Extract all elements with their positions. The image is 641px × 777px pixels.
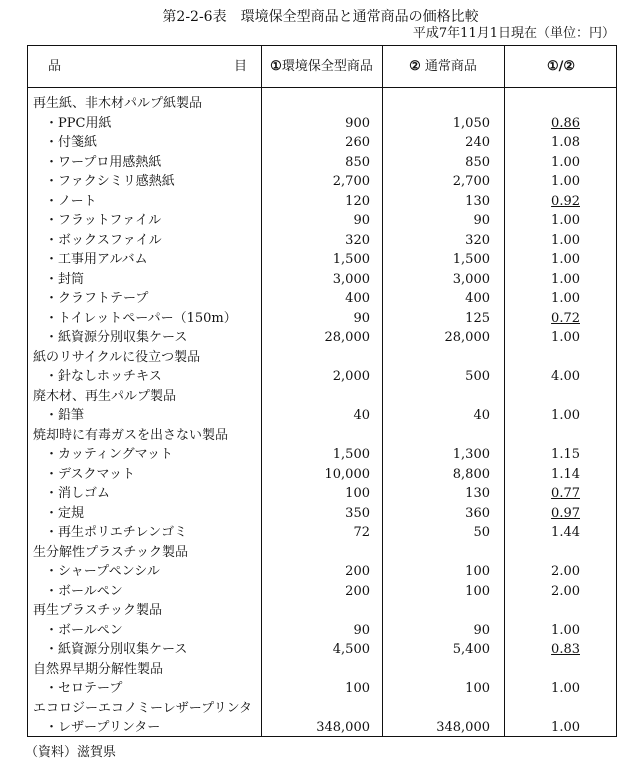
- item-name: ・鉛筆: [45, 408, 85, 423]
- eco-price: 3,000: [332, 271, 370, 287]
- table-row: [28, 582, 618, 602]
- item-name: ・クラフトテープ: [45, 291, 149, 306]
- item-name: ・レザープリンター: [45, 720, 161, 735]
- header-eco-product: [261, 46, 382, 87]
- price-ratio: 1.00: [551, 174, 580, 189]
- header-item-char1: 品: [48, 59, 62, 74]
- price-ratio: 0.83: [551, 642, 580, 657]
- eco-price: 348,000: [316, 720, 370, 735]
- eco-price: 100: [345, 486, 370, 501]
- price-comparison-table: [27, 45, 617, 737]
- eco-price: 200: [345, 564, 370, 579]
- table-row: [28, 504, 618, 524]
- category-row: [28, 348, 618, 368]
- price-ratio: 0.86: [551, 115, 580, 131]
- normal-price: 90: [473, 622, 490, 638]
- price-ratio: 1.00: [551, 232, 580, 248]
- item-name: ・ファクシミリ感熱紙: [45, 174, 175, 189]
- eco-price: 10,000: [324, 466, 370, 482]
- eco-price: 400: [345, 291, 370, 306]
- normal-price: 125: [465, 310, 490, 326]
- item-name: ・再生ポリエチレンゴミ: [45, 525, 188, 540]
- normal-price: 320: [465, 232, 490, 248]
- item-name: ・カッティングマット: [45, 447, 174, 462]
- price-ratio: 1.00: [551, 681, 580, 696]
- normal-price: 348,000: [436, 720, 490, 735]
- eco-price: 90: [353, 622, 370, 638]
- item-name: ・定規: [45, 505, 85, 521]
- item-name: ・シャープペンシル: [45, 564, 160, 579]
- table-row: [28, 465, 618, 485]
- normal-price: 100: [465, 564, 490, 579]
- price-ratio: 4.00: [551, 369, 580, 384]
- normal-price: 90: [473, 213, 490, 228]
- normal-price: 50: [473, 525, 490, 540]
- source-note: （資料）滋賀県: [25, 745, 117, 760]
- eco-price: 350: [345, 505, 370, 521]
- category-row: [28, 94, 618, 114]
- price-ratio: 2.00: [551, 564, 580, 579]
- category-name: 廃木材、再生パルプ製品: [33, 388, 177, 404]
- table-row: [28, 192, 618, 212]
- normal-price: 5,400: [452, 642, 490, 657]
- normal-price: 240: [465, 135, 490, 150]
- normal-price: 130: [465, 486, 490, 501]
- table-row: [28, 250, 618, 270]
- header-normal-product: [382, 46, 504, 87]
- table-row: [28, 309, 618, 329]
- table-row: [28, 406, 618, 426]
- table-row: [28, 367, 618, 387]
- table-row: [28, 231, 618, 251]
- price-ratio: 1.44: [551, 525, 580, 540]
- eco-price: 900: [345, 115, 370, 131]
- price-ratio: 1.14: [551, 466, 580, 482]
- item-name: ・付箋紙: [45, 135, 98, 150]
- item-name: ・セロテープ: [45, 681, 123, 696]
- normal-price: 100: [465, 681, 490, 696]
- table-row: [28, 679, 618, 699]
- header-ratio: ①/②: [546, 59, 576, 74]
- table-body: [28, 94, 618, 738]
- eco-price: 1,500: [332, 252, 370, 267]
- item-name: ・デスクマット: [45, 466, 135, 482]
- eco-price: 90: [353, 213, 370, 228]
- normal-price: 100: [465, 583, 490, 599]
- item-name: ・ボックスファイル: [45, 232, 162, 248]
- table-row: [28, 484, 618, 504]
- category-row: [28, 660, 618, 680]
- category-row: [28, 601, 618, 621]
- table-row: [28, 289, 618, 309]
- table-row: [28, 172, 618, 192]
- normal-price: 8,800: [452, 466, 490, 482]
- category-row: [28, 426, 618, 446]
- price-ratio: 0.92: [551, 193, 580, 209]
- category-row: [28, 543, 618, 563]
- header-item: [28, 46, 261, 87]
- normal-price: 850: [465, 154, 490, 170]
- header-normal-label: 通常商品: [420, 59, 477, 74]
- table-row: [28, 114, 618, 134]
- category-name: 紙のリサイクルに役立つ製品: [33, 349, 201, 365]
- price-ratio: 1.00: [551, 271, 580, 287]
- price-ratio: 1.00: [551, 330, 580, 345]
- normal-price: 500: [465, 369, 490, 384]
- item-name: ・封筒: [45, 271, 85, 287]
- category-row: [28, 699, 618, 719]
- item-name: ・ボールペン: [45, 622, 123, 638]
- price-ratio: 1.00: [551, 252, 580, 267]
- price-ratio: 1.00: [551, 213, 580, 228]
- item-name: ・紙資源分別収集ケース: [45, 642, 188, 657]
- category-row: [28, 387, 618, 407]
- eco-price: 320: [345, 232, 370, 248]
- table-row: [28, 523, 618, 543]
- item-name: ・針なしホッチキス: [45, 369, 162, 384]
- price-ratio: 2.00: [551, 583, 580, 599]
- price-ratio: 0.97: [551, 505, 580, 521]
- item-name: ・紙資源分別収集ケース: [45, 330, 188, 345]
- eco-price: 100: [345, 681, 370, 696]
- item-name: ・工事用アルバム: [45, 252, 148, 267]
- category-name: 焼却時に有毒ガスを出さない製品: [33, 427, 229, 443]
- eco-price: 72: [353, 525, 370, 540]
- header-item-char2: 目: [233, 59, 247, 74]
- header-normal-mark: ②: [409, 59, 421, 74]
- table-row: [28, 621, 618, 641]
- normal-price: 1,050: [452, 115, 490, 131]
- eco-price: 40: [353, 408, 370, 423]
- eco-price: 4,500: [332, 642, 370, 657]
- eco-price: 260: [345, 135, 370, 150]
- price-ratio: 1.00: [551, 720, 580, 735]
- eco-price: 1,500: [332, 447, 370, 462]
- table-row: [28, 445, 618, 465]
- price-ratio: 0.72: [551, 310, 580, 326]
- eco-price: 850: [345, 154, 370, 170]
- normal-price: 28,000: [444, 330, 490, 345]
- category-name: 生分解性プラスチック製品: [33, 544, 188, 560]
- eco-price: 90: [353, 310, 370, 326]
- item-name: ・フラットファイル: [45, 213, 162, 228]
- category-name: エコロジーエコノミーレザープリンタ: [33, 700, 253, 716]
- price-ratio: 1.15: [551, 447, 580, 462]
- price-ratio: 1.00: [551, 154, 580, 170]
- normal-price: 360: [465, 505, 490, 521]
- eco-price: 28,000: [324, 330, 370, 345]
- category-name: 再生紙、非木材パルプ紙製品: [33, 96, 203, 111]
- normal-price: 3,000: [452, 271, 490, 287]
- normal-price: 1,500: [452, 252, 490, 267]
- table-row: [28, 133, 618, 153]
- item-name: ・トイレットペーパー（150m）: [45, 310, 237, 326]
- price-ratio: 0.77: [551, 486, 580, 501]
- price-ratio: 1.00: [551, 622, 580, 638]
- item-name: ・ボールペン: [45, 583, 123, 599]
- category-name: 再生プラスチック製品: [33, 603, 162, 618]
- normal-price: 2,700: [452, 174, 490, 189]
- item-name: ・PPC用紙: [45, 115, 112, 131]
- eco-price: 2,700: [332, 174, 370, 189]
- header-eco-label: 環境保全型商品: [281, 59, 373, 74]
- header-eco-mark: ①: [270, 59, 282, 74]
- header-divider: [28, 87, 616, 88]
- table-row: [28, 718, 618, 738]
- category-name: 自然界早期分解性製品: [33, 661, 164, 677]
- table-row: [28, 562, 618, 582]
- table-row: [28, 328, 618, 348]
- table-row: [28, 211, 618, 231]
- eco-price: 120: [345, 193, 370, 209]
- price-ratio: 1.00: [551, 408, 580, 423]
- table-subtitle: 平成7年11月1日現在（単位：円）: [412, 26, 615, 41]
- table-row: [28, 640, 618, 660]
- table-title: 第2-2-6表 環境保全型商品と通常商品の価格比較: [162, 9, 479, 25]
- price-ratio: 1.08: [551, 135, 580, 150]
- normal-price: 40: [473, 408, 490, 423]
- eco-price: 2,000: [332, 369, 370, 384]
- normal-price: 400: [465, 291, 490, 306]
- table-row: [28, 153, 618, 173]
- item-name: ・消しゴム: [45, 486, 111, 501]
- normal-price: 1,300: [452, 447, 490, 462]
- normal-price: 130: [465, 193, 490, 209]
- table-row: [28, 270, 618, 290]
- item-name: ・ノート: [45, 193, 97, 209]
- item-name: ・ワープロ用感熱紙: [45, 154, 162, 170]
- eco-price: 200: [345, 583, 370, 599]
- price-ratio: 1.00: [551, 291, 580, 306]
